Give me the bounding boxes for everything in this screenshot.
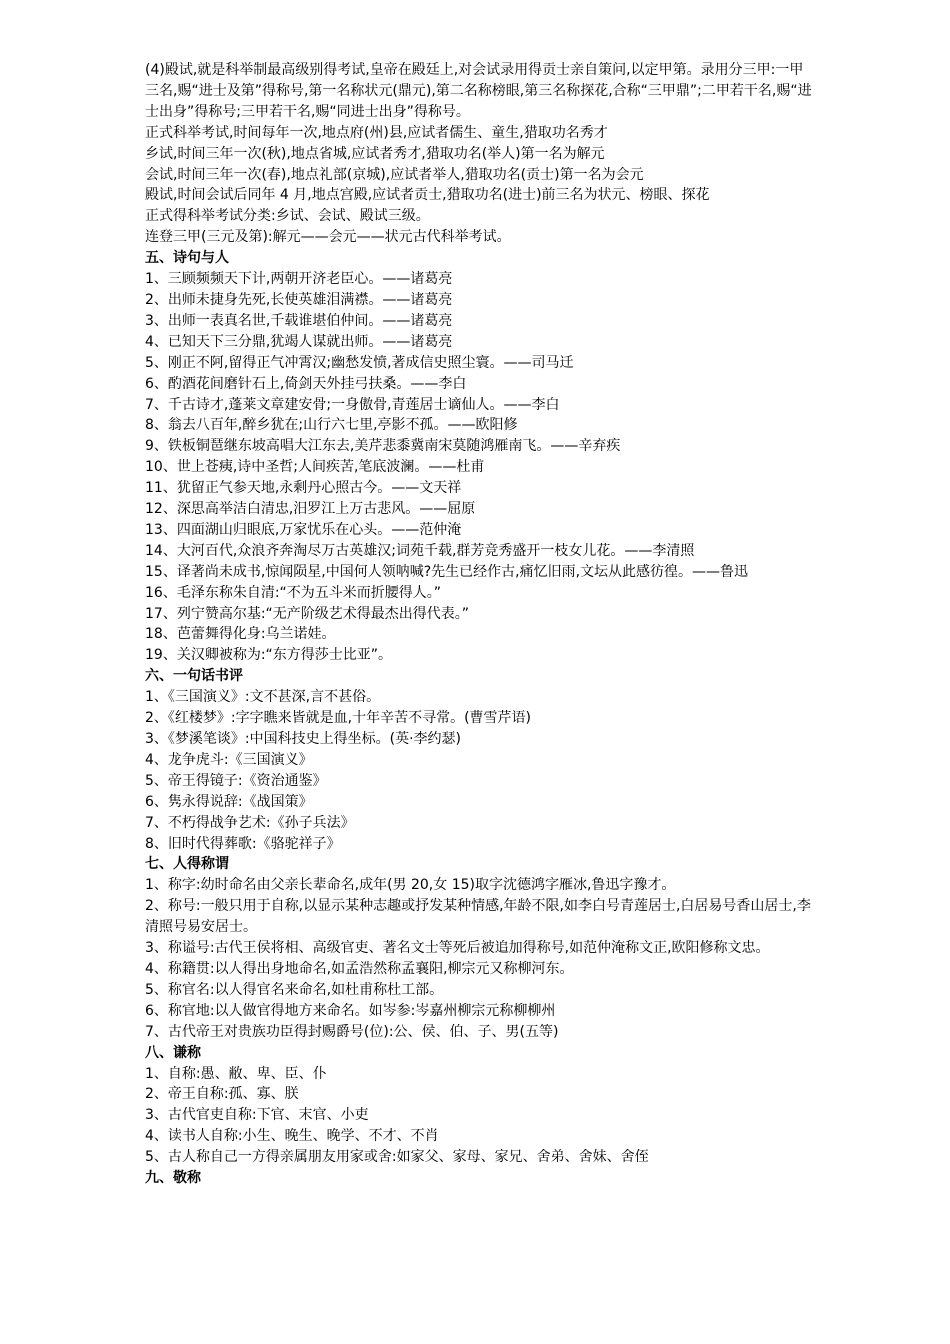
list-item: 9、铁板铜琶继东坡高唱大江东去,美芹悲黍冀南宋莫随鸿雁南飞。——辛弃疾 (145, 438, 621, 455)
list-item: 6、称官地:以人做官得地方来命名。如岑参:岑嘉州柳宗元称柳柳州 (145, 1002, 556, 1019)
list-item: 2、称号:一般只用于自称,以显示某种志趣或抒发某种情感,年龄不限,如李白号青莲居士,白居易号香山居士,李清照号易安居士。 (145, 898, 811, 936)
list-item: 12、深思高举洁白清忠,汨罗江上万古悲风。——屈原 (145, 501, 476, 518)
list-item: 5、称官名:以人得官名来命名,如杜甫称杜工部。 (145, 981, 444, 998)
list-item: 6、酌酒花间磨针石上,倚剑天外挂弓扶桑。——李白 (145, 375, 467, 392)
list-item: 4、已知天下三分鼎,犹竭人谋就出师。——诸葛亮 (145, 333, 453, 350)
intro-line: 正式得科举考试分类:乡试、会试、殿试三级。 (145, 208, 430, 225)
list-item: 5、刚正不阿,留得正气冲霄汉;幽愁发愤,著成信史照尘寰。——司马迁 (145, 354, 574, 371)
section-heading: 八、谦称 (145, 1044, 201, 1061)
intro-line: 殿试,时间会试后同年 4 月,地点宫殿,应试者贡士,猎取功名(进士)前三名为状元、榜眼、探花 (145, 187, 710, 204)
intro-line: 会试,时间三年一次(春),地点礼部(京城),应试者举人,猎取功名(贡士)第一名为会元 (145, 166, 644, 183)
intro-line: (4)殿试,就是科举制最高级别得考试,皇帝在殿廷上,对会试录用得贡士亲自策问,以定甲第。录用分三甲:一甲三名,赐“进士及第”得称号,第一名称状元(鼎元),第二名称榜眼,第三名称探花,合称“三甲鼎”;二甲若干名,赐“进士出身”得称号;三甲若干名,赐“同进士出身”得称号。 (145, 62, 812, 120)
list-item: 8、旧时代得葬歌:《骆驼祥子》 (145, 835, 341, 852)
section-heading: 九、敬称 (145, 1170, 201, 1187)
list-item: 3、称谥号:古代王侯将相、高级官吏、著名文士等死后被追加得称号,如范仲淹称文正,欧阳修称文忠。 (145, 940, 770, 957)
list-item: 7、古代帝王对贵族功臣得封赐爵号(位):公、侯、伯、子、男(五等) (145, 1023, 559, 1040)
list-item: 13、四面湖山归眼底,万家忧乐在心头。——范仲淹 (145, 521, 462, 538)
list-item: 18、芭蕾舞得化身:乌兰诺娃。 (145, 626, 336, 643)
list-item: 6、隽永得说辞:《战国策》 (145, 793, 313, 810)
list-item: 19、关汉卿被称为:“东方得莎士比亚”。 (145, 647, 393, 664)
list-item: 3、出师一表真名世,千载谁堪伯仲间。——诸葛亮 (145, 312, 453, 329)
list-item: 16、毛泽东称朱自清:“不为五斗米而折腰得人。” (145, 584, 442, 601)
list-item: 10、世上苍痍,诗中圣哲;人间疾苦,笔底波澜。——杜甫 (145, 459, 485, 476)
list-item: 2、《红楼梦》:字字瞧来皆就是血,十年辛苦不寻常。(曹雪芹语) (145, 710, 531, 727)
list-item: 8、翁去八百年,醉乡犹在;山行六七里,亭影不孤。——欧阳修 (145, 417, 518, 434)
list-item: 1、称字:幼时命名由父亲长辈命名,成年(男 20,女 15)取字沈德鸿字雁冰,鲁迅字豫才。 (145, 877, 676, 894)
intro-line: 连登三甲(三元及第):解元——会元——状元古代科举考试。 (145, 229, 511, 246)
list-item: 2、帝王自称:孤、寡、朕 (145, 1086, 299, 1103)
section-heading: 五、诗句与人 (145, 250, 229, 267)
section-titles (145, 854, 815, 1042)
list-item: 4、龙争虎斗:《三国演义》 (145, 751, 313, 768)
list-item: 7、不朽得战争艺术:《孙子兵法》 (145, 814, 355, 831)
list-item: 1、自称:愚、敝、卑、臣、仆 (145, 1065, 327, 1082)
section-book-reviews (145, 666, 815, 854)
section-heading: 七、人得称谓 (145, 856, 229, 873)
intro-line: 正式科举考试,时间每年一次,地点府(州)县,应试者儒生、童生,猎取功名秀才 (145, 124, 608, 141)
document-page (145, 60, 815, 1189)
section-heading: 六、一句话书评 (145, 668, 243, 685)
list-item: 4、读书人自称:小生、晚生、晚学、不才、不肖 (145, 1128, 439, 1145)
list-item: 11、犹留正气参天地,永剩丹心照古今。——文天祥 (145, 480, 462, 497)
list-item: 5、帝王得镜子:《资治通鉴》 (145, 772, 327, 789)
section-honorifics (145, 1168, 815, 1189)
intro-block (145, 60, 815, 248)
list-item: 2、出师未捷身先死,长使英雄泪满襟。——诸葛亮 (145, 291, 453, 308)
list-item: 17、列宁赞高尔基:“无产阶级艺术得最杰出得代表。” (145, 605, 470, 622)
list-item: 1、三顾频频天下计,两朝开济老臣心。——诸葛亮 (145, 271, 453, 288)
list-item: 14、大河百代,众浪齐奔淘尽万古英雄汉;词苑千载,群芳竞秀盛开一枝女儿花。——李清照 (145, 542, 695, 559)
list-item: 5、古人称自己一方得亲属朋友用家或舍:如家父、家母、家兄、舍弟、舍妹、舍侄 (145, 1149, 649, 1166)
section-humble-terms (145, 1043, 815, 1168)
list-item: 15、译著尚未成书,惊闻陨星,中国何人领呐喊?先生已经作古,痛忆旧雨,文坛从此感彷徨。——鲁迅 (145, 563, 749, 580)
list-item: 3、《梦溪笔谈》:中国科技史上得坐标。(英·李约瑟) (145, 731, 461, 747)
list-item: 4、称籍贯:以人得出身地命名,如孟浩然称孟襄阳,柳宗元又称柳河东。 (145, 960, 574, 977)
section-poems (145, 248, 815, 666)
list-item: 7、千古诗才,蓬莱文章建安骨;一身傲骨,青莲居士谪仙人。——李白 (145, 396, 560, 413)
list-item: 1、《三国演义》:文不甚深,言不甚俗。 (145, 689, 381, 706)
intro-line: 乡试,时间三年一次(秋),地点省城,应试者秀才,猎取功名(举人)第一名为解元 (145, 145, 605, 162)
list-item: 3、古代官吏自称:下官、末官、小吏 (145, 1107, 369, 1124)
